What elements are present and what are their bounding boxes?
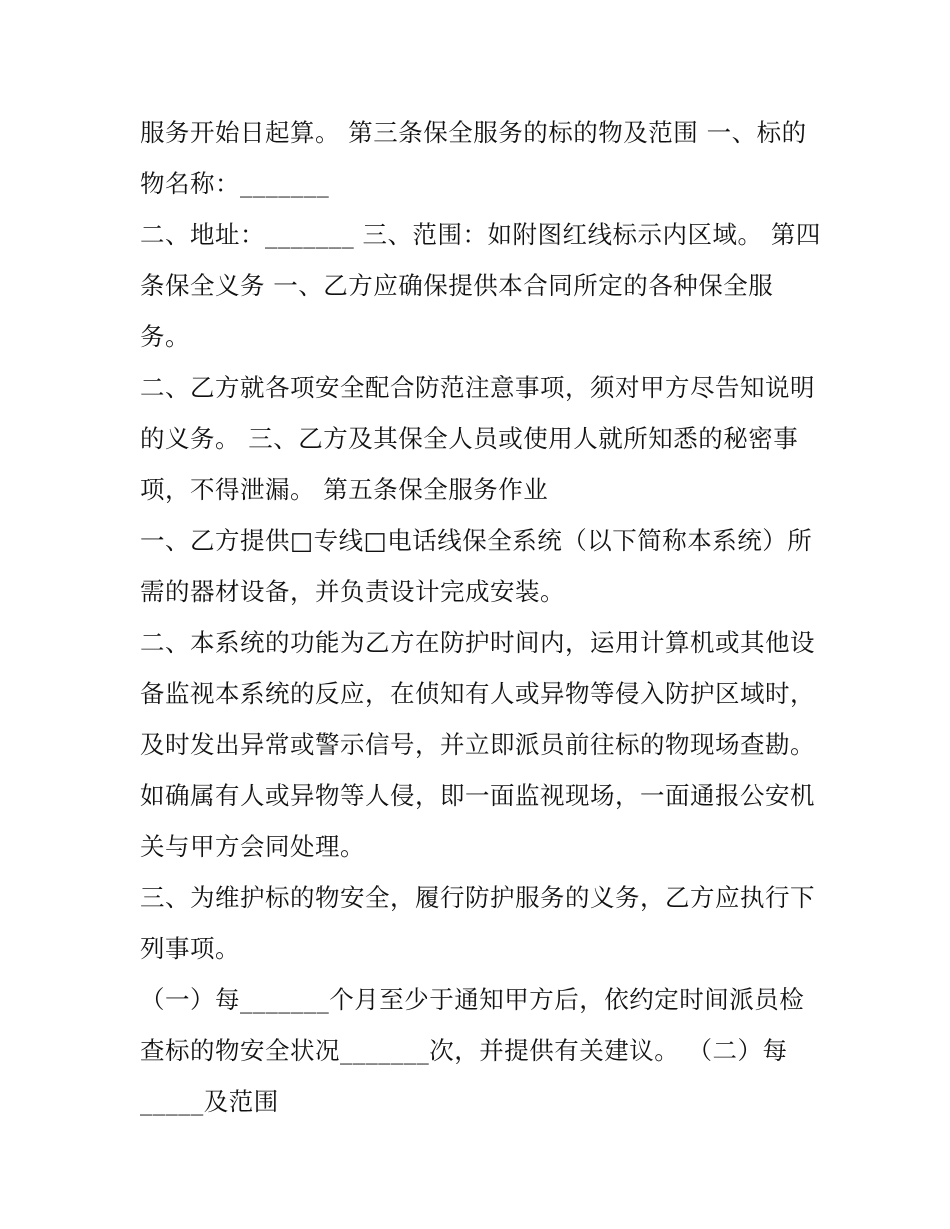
text-line: 二、地址：_______ 三、范围：如附图红线标示内区域。 第四 [140,220,821,249]
text-line: （一）每_______个月至少于通知甲方后，依约定时间派员检 [140,985,805,1014]
text-line: 及时发出异常或警示信号，并立即派员前往标的物现场查勘。 [140,730,815,759]
text-line: 务。 [140,322,190,351]
text-line: 查标的物安全状况_______次，并提供有关建议。 （二）每 [140,1036,788,1065]
text-line: 关与甲方会同处理。 [140,832,365,861]
text-line: 二、本系统的功能为乙方在防护时间内，运用计算机或其他设 [140,628,815,657]
text-line: 如确属有人或异物等人侵，即一面监视现场，一面通报公安机 [140,781,815,810]
text-line: 项，不得泄漏。 第五条保全服务作业 [140,475,549,504]
text-line: 三、为维护标的物安全，履行防护服务的义务，乙方应执行下 [140,883,815,912]
text-line: 一、乙方提供□专线□电话线保全系统（以下简称本系统）所 [140,526,813,555]
text-line: 备监视本系统的反应，在侦知有人或异物等侵入防护区域时， [140,679,815,708]
text-line: 服务开始日起算。 第三条保全服务的标的物及范围 一、标的 [140,118,807,147]
text-line: _____及范围 [140,1087,279,1116]
text-line: 二、乙方就各项安全配合防范注意事项，须对甲方尽告知说明 [140,373,815,402]
text-line: 条保全义务 一、乙方应确保提供本合同所定的各种保全服 [140,271,774,300]
text-line: 列事项。 [140,934,240,963]
text-line: 物名称：_______ [140,169,330,198]
text-line: 的义务。 三、乙方及其保全人员或使用人就所知悉的秘密事 [140,424,799,453]
contract-body-text [140,107,820,1127]
text-line: 需的器材设备，并负责设计完成安装。 [140,577,565,606]
